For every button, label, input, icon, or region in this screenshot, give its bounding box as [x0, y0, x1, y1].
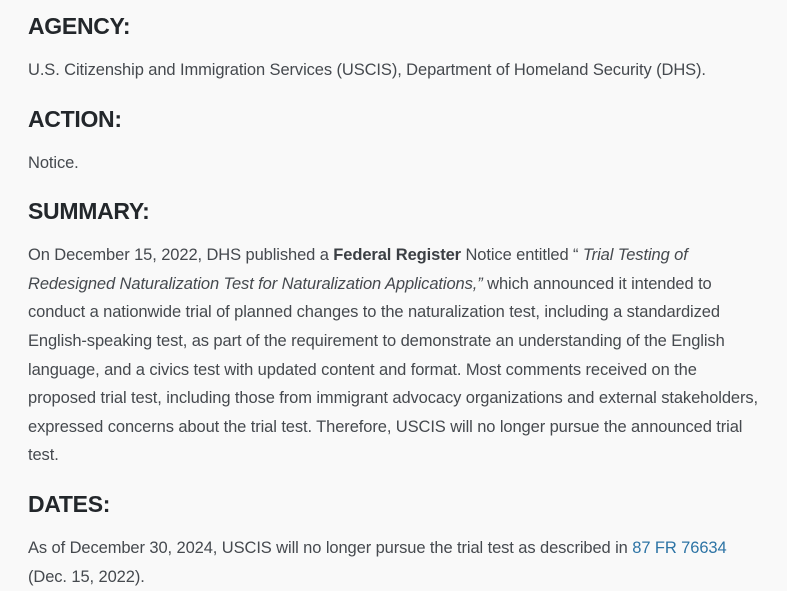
summary-body — [28, 241, 759, 470]
text-segment-normal: On December 15, 2022, DHS published a — [28, 246, 334, 265]
section-action — [28, 105, 759, 178]
section-agency — [28, 12, 759, 85]
agency-heading: AGENCY: — [28, 13, 131, 39]
text-segment-italic: Trial Testing of Redesigned Naturalization Test for Naturalization Applications,” — [28, 246, 688, 293]
text-segment-bold: Federal Register — [333, 246, 461, 265]
action-body: Notice. — [28, 153, 79, 172]
fr-citation-link[interactable]: 87 FR 76634 — [632, 538, 727, 557]
action-heading: ACTION: — [28, 105, 122, 132]
text-segment-normal: (Dec. 15, 2022). — [28, 567, 145, 586]
section-dates — [28, 490, 759, 591]
text-segment-normal: As of December 30, 2024, USCIS will no longer pursue the trial test as described in — [28, 538, 633, 557]
text-segment-normal: Notice entitled “ — [461, 246, 583, 265]
text-segment-normal: which announced it intended to conduct a nationwide trial of planned changes to the naturalization test, including a standardized English-speaking test, as part of the requirement to demonstrate an understanding of the English language, and a civics test with updated content and format. Most comments received on the proposed trial test, including those from immigrant advocacy organizations and external stakeholders, expressed concerns about the trial test. Therefore, USCIS will no longer pursue the announced trial test. — [28, 274, 759, 465]
summary-heading: SUMMARY: — [28, 198, 150, 225]
agency-body: U.S. Citizenship and Immigration Services (USCIS), Department of Homeland Security (DHS). — [28, 61, 706, 79]
section-summary — [28, 197, 759, 470]
dates-heading: DATES: — [28, 490, 111, 517]
dates-body — [28, 534, 759, 591]
